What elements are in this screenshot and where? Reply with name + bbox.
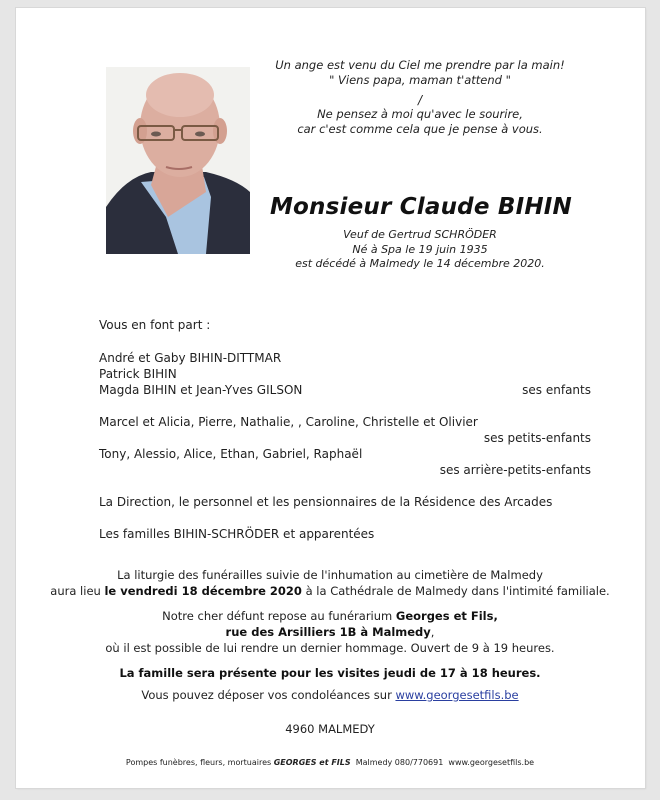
announcement (99, 317, 591, 542)
birth-line: Né à Spa le 19 juin 1935 (352, 242, 488, 256)
widower-line: Veuf de Gertrud SCHRÖDER (343, 228, 497, 241)
poem-line: " Viens papa, maman t'attend " (329, 72, 511, 87)
ceremony-line (50, 583, 610, 599)
ceremony-text: aura lieu (50, 584, 105, 598)
ceremony-place: à la Cathédrale de Malmedy dans l'intimité familiale. (301, 584, 610, 598)
address-punct: , (430, 625, 435, 639)
poem-separator: / (417, 93, 423, 107)
condolences-link[interactable]: www.georgesetfils.be (395, 688, 519, 702)
hours-line: où il est possible de lui rendre un dernier hommage. Ouvert de 9 à 19 heures. (105, 641, 555, 655)
visits-line (50, 665, 610, 681)
obituary-sheet (16, 8, 645, 788)
children-label: ses enfants (522, 383, 591, 397)
footer-company: GEORGES et FILS (273, 758, 351, 767)
grandchildren-names: Marcel et Alicia, Pierre, Nathalie, , Caroline, Christelle et Olivier (99, 415, 478, 429)
poem-line: Un ange est venu du Ciel me prendre par la main! (275, 58, 565, 72)
visits-text: La famille sera présente pour les visites jeudi de 17 à 18 heures. (119, 666, 541, 680)
condolences-text: Vous pouvez déposer vos condoléances sur (141, 688, 396, 702)
children-row (99, 382, 591, 398)
city-line: 4960 MALMEDY (285, 722, 375, 736)
announcement-intro: Vous en font part : (99, 318, 211, 332)
ceremony-date: le vendredi 18 décembre 2020 (104, 584, 302, 598)
great-grandchildren-label: ses arrière-petits-enfants (439, 463, 591, 477)
funerarium-name: Georges et Fils, (395, 609, 498, 623)
deceased-details (250, 228, 590, 272)
address-line (50, 624, 610, 640)
poem (250, 58, 590, 136)
footer (50, 758, 610, 767)
footer-contact: Malmedy 080/770691 www.georgesetfils.be (350, 758, 535, 767)
deceased-name: Monsieur Claude BIHIN (269, 194, 573, 220)
condolences-line (50, 687, 610, 703)
footer-services: Pompes funèbres, fleurs, mortuaires (125, 758, 274, 767)
poem-line: Ne pensez à moi qu'avec le sourire, (317, 107, 523, 121)
funerarium-text: Notre cher défunt repose au funérarium (162, 609, 396, 623)
death-line: est décédé à Malmedy le 14 décembre 2020. (295, 257, 545, 270)
funerarium-address: rue des Arsilliers 1B à Malmedy (225, 625, 431, 639)
portrait-photo (106, 67, 250, 254)
child-entry: Magda BIHIN et Jean-Yves GILSON (99, 383, 303, 397)
great-grandchildren-names: Tony, Alessio, Alice, Ethan, Gabriel, Raphaël (99, 447, 363, 461)
liturgy-line: La liturgie des funérailles suivie de l'inhumation au cimetière de Malmedy (117, 568, 543, 582)
grandchildren-label: ses petits-enfants (483, 431, 591, 445)
funeral-info (50, 567, 610, 703)
funerarium-line (50, 608, 610, 624)
poem-line: car c'est comme cela que je pense à vous. (297, 121, 543, 136)
residence-line: La Direction, le personnel et les pensionnaires de la Résidence des Arcades (99, 495, 553, 509)
portrait-photo-icon (106, 67, 250, 254)
child-entry: André et Gaby BIHIN-DITTMAR (99, 351, 282, 365)
families-line: Les familles BIHIN-SCHRÖDER et apparentées (99, 527, 375, 541)
child-entry: Patrick BIHIN (99, 367, 177, 381)
